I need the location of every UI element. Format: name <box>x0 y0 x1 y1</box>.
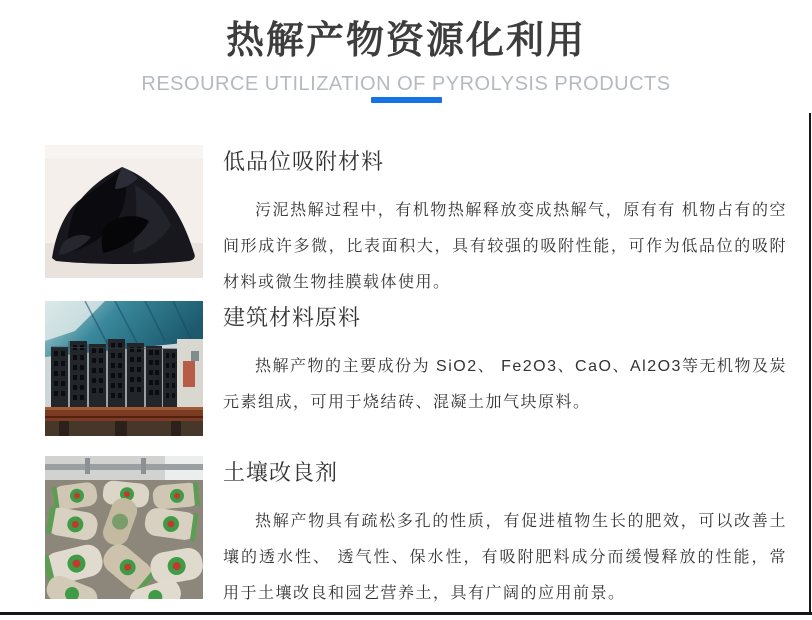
section-body: 热解产物的主要成份为 SiO2、 Fe2O3、CaO、Al2O3等无机物及炭元素组成，可用于烧结砖、混凝土加气块原料。 <box>223 358 787 411</box>
content-area <box>0 145 812 612</box>
page-subtitle: RESOURCE UTILIZATION OF PYROLYSIS PRODUCTS <box>141 73 671 95</box>
content-row-soil <box>45 456 787 612</box>
section-body: 污泥热解过程中，有机物热解释放变成热解气，原有有 机物占有的空间形成许多微，比表面积大，具有较强的吸附性能，可作为低品位的吸附材料或微生物挂膜载体使用。 <box>223 202 787 291</box>
section-header <box>0 0 812 103</box>
photo-bricks <box>45 301 203 436</box>
section-heading: 建筑材料原料 <box>223 305 362 330</box>
bricks-illustration <box>45 301 203 436</box>
photo-carbon-powder <box>45 145 203 278</box>
page-title: 热解产物资源化利用 <box>225 20 586 62</box>
title-accent-bar <box>371 97 442 103</box>
section-body: 热解产物具有疏松多孔的性质，有促进植物生长的肥效，可以改善土壤的透水性、 透气性、保水性，有吸附肥料成分而缓慢释放的性能，常用于土壤改良和园艺营养土，具有广阔的应用前景。 <box>223 513 787 602</box>
soil-bags-illustration <box>45 456 203 599</box>
content-row-adsorption <box>45 145 787 301</box>
page-border-right <box>809 113 811 615</box>
content-row-building <box>45 301 787 436</box>
photo-soil-bags <box>45 456 203 599</box>
page-border-bottom <box>0 612 812 615</box>
section-heading: 低品位吸附材料 <box>223 149 385 174</box>
text-col-building <box>223 301 787 421</box>
text-col-adsorption <box>223 145 787 301</box>
text-col-soil <box>223 456 787 612</box>
section-heading: 土壤改良剂 <box>223 460 339 485</box>
carbon-powder-illustration <box>45 145 203 278</box>
